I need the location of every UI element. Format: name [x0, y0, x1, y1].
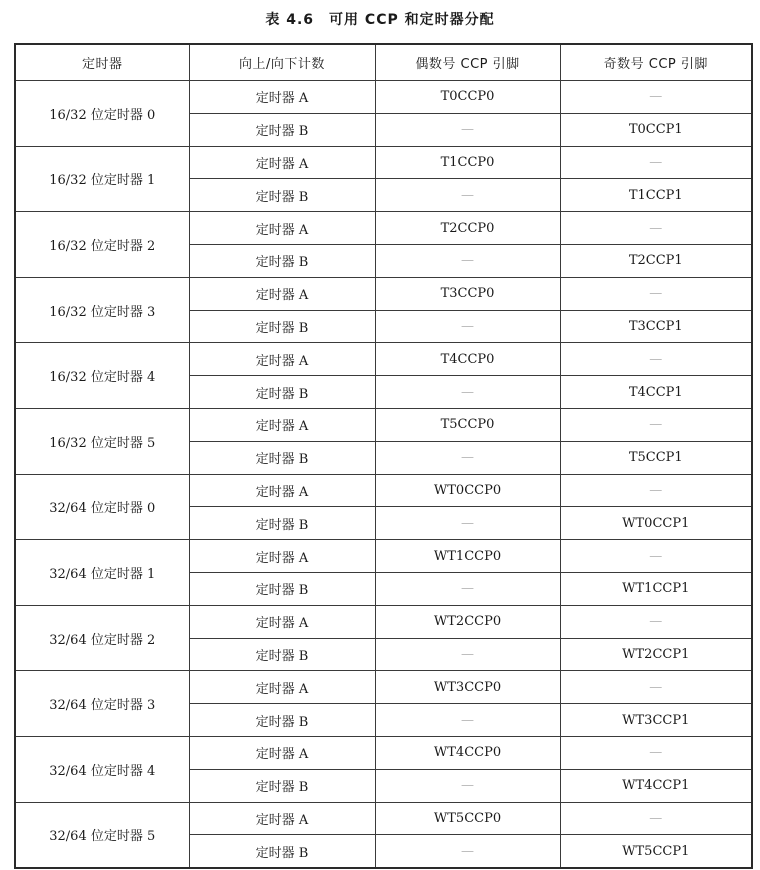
timer-name-cell: 16/32 位定时器 5 [15, 408, 189, 474]
odd-ccp-cell: — [560, 81, 752, 114]
odd-ccp-cell: WT3CCP1 [560, 704, 752, 737]
timer-name-cell: 32/64 位定时器 1 [15, 540, 189, 606]
even-ccp-cell: — [375, 376, 560, 409]
even-ccp-cell: — [375, 179, 560, 212]
timer-name-cell: 16/32 位定时器 0 [15, 81, 189, 147]
subtimer-cell: 定时器 B [189, 835, 375, 868]
table-row [15, 736, 752, 769]
subtimer-cell: 定时器 B [189, 441, 375, 474]
even-ccp-cell: WT3CCP0 [375, 671, 560, 704]
odd-ccp-cell: T1CCP1 [560, 179, 752, 212]
odd-ccp-cell: — [560, 146, 752, 179]
subtimer-cell: 定时器 A [189, 474, 375, 507]
timer-name-cell: 32/64 位定时器 5 [15, 802, 189, 868]
odd-ccp-cell: T4CCP1 [560, 376, 752, 409]
table-row [15, 802, 752, 835]
table-row [15, 671, 752, 704]
table-row [15, 605, 752, 638]
even-ccp-cell: — [375, 704, 560, 737]
subtimer-cell: 定时器 B [189, 769, 375, 802]
subtimer-cell: 定时器 A [189, 802, 375, 835]
even-ccp-cell: — [375, 507, 560, 540]
table-row [15, 81, 752, 114]
odd-ccp-cell: T2CCP1 [560, 244, 752, 277]
timer-name-cell: 32/64 位定时器 3 [15, 671, 189, 737]
odd-ccp-cell: — [560, 277, 752, 310]
subtimer-cell: 定时器 B [189, 310, 375, 343]
subtimer-cell: 定时器 B [189, 179, 375, 212]
odd-ccp-cell: T3CCP1 [560, 310, 752, 343]
timer-name-cell: 32/64 位定时器 2 [15, 605, 189, 671]
subtimer-cell: 定时器 A [189, 540, 375, 573]
even-ccp-cell: WT4CCP0 [375, 736, 560, 769]
header-timer: 定时器 [15, 44, 189, 81]
odd-ccp-cell: — [560, 212, 752, 245]
odd-ccp-cell: — [560, 540, 752, 573]
table-row [15, 408, 752, 441]
even-ccp-cell: WT2CCP0 [375, 605, 560, 638]
table-row [15, 277, 752, 310]
header-row [15, 44, 752, 81]
subtimer-cell: 定时器 A [189, 736, 375, 769]
table-row [15, 474, 752, 507]
timer-name-cell: 32/64 位定时器 4 [15, 736, 189, 802]
even-ccp-cell: — [375, 769, 560, 802]
even-ccp-cell: — [375, 244, 560, 277]
even-ccp-cell: — [375, 441, 560, 474]
odd-ccp-cell: — [560, 605, 752, 638]
subtimer-cell: 定时器 B [189, 507, 375, 540]
table-row [15, 540, 752, 573]
header-count-direction: 向上/向下计数 [189, 44, 375, 81]
odd-ccp-cell: WT0CCP1 [560, 507, 752, 540]
table-row [15, 343, 752, 376]
odd-ccp-cell: T5CCP1 [560, 441, 752, 474]
odd-ccp-cell: T0CCP1 [560, 113, 752, 146]
odd-ccp-cell: — [560, 671, 752, 704]
timer-name-cell: 16/32 位定时器 4 [15, 343, 189, 409]
subtimer-cell: 定时器 B [189, 638, 375, 671]
even-ccp-cell: — [375, 638, 560, 671]
subtimer-cell: 定时器 B [189, 704, 375, 737]
subtimer-cell: 定时器 A [189, 605, 375, 638]
odd-ccp-cell: — [560, 343, 752, 376]
subtimer-cell: 定时器 A [189, 277, 375, 310]
odd-ccp-cell: WT5CCP1 [560, 835, 752, 868]
odd-ccp-cell: — [560, 802, 752, 835]
even-ccp-cell: — [375, 572, 560, 605]
even-ccp-cell: WT0CCP0 [375, 474, 560, 507]
even-ccp-cell: — [375, 835, 560, 868]
even-ccp-cell: T1CCP0 [375, 146, 560, 179]
subtimer-cell: 定时器 B [189, 376, 375, 409]
table-row [15, 212, 752, 245]
odd-ccp-cell: WT4CCP1 [560, 769, 752, 802]
table-row [15, 146, 752, 179]
subtimer-cell: 定时器 B [189, 572, 375, 605]
header-even-ccp: 偶数号 CCP 引脚 [375, 44, 560, 81]
odd-ccp-cell: — [560, 736, 752, 769]
subtimer-cell: 定时器 A [189, 671, 375, 704]
even-ccp-cell: — [375, 310, 560, 343]
even-ccp-cell: T0CCP0 [375, 81, 560, 114]
odd-ccp-cell: WT1CCP1 [560, 572, 752, 605]
timer-name-cell: 16/32 位定时器 1 [15, 146, 189, 212]
table-caption: 表 4.6 可用 CCP 和定时器分配 [265, 12, 495, 28]
header-odd-ccp: 奇数号 CCP 引脚 [560, 44, 752, 81]
subtimer-cell: 定时器 A [189, 146, 375, 179]
even-ccp-cell: WT5CCP0 [375, 802, 560, 835]
table-body [15, 81, 752, 869]
even-ccp-cell: T5CCP0 [375, 408, 560, 441]
subtimer-cell: 定时器 B [189, 113, 375, 146]
timer-name-cell: 32/64 位定时器 0 [15, 474, 189, 540]
subtimer-cell: 定时器 B [189, 244, 375, 277]
timer-name-cell: 16/32 位定时器 3 [15, 277, 189, 343]
odd-ccp-cell: — [560, 408, 752, 441]
odd-ccp-cell: WT2CCP1 [560, 638, 752, 671]
even-ccp-cell: WT1CCP0 [375, 540, 560, 573]
ccp-timer-table [14, 43, 753, 869]
odd-ccp-cell: — [560, 474, 752, 507]
timer-name-cell: 16/32 位定时器 2 [15, 212, 189, 278]
subtimer-cell: 定时器 A [189, 81, 375, 114]
even-ccp-cell: T2CCP0 [375, 212, 560, 245]
subtimer-cell: 定时器 A [189, 212, 375, 245]
subtimer-cell: 定时器 A [189, 343, 375, 376]
even-ccp-cell: T4CCP0 [375, 343, 560, 376]
subtimer-cell: 定时器 A [189, 408, 375, 441]
even-ccp-cell: T3CCP0 [375, 277, 560, 310]
even-ccp-cell: — [375, 113, 560, 146]
